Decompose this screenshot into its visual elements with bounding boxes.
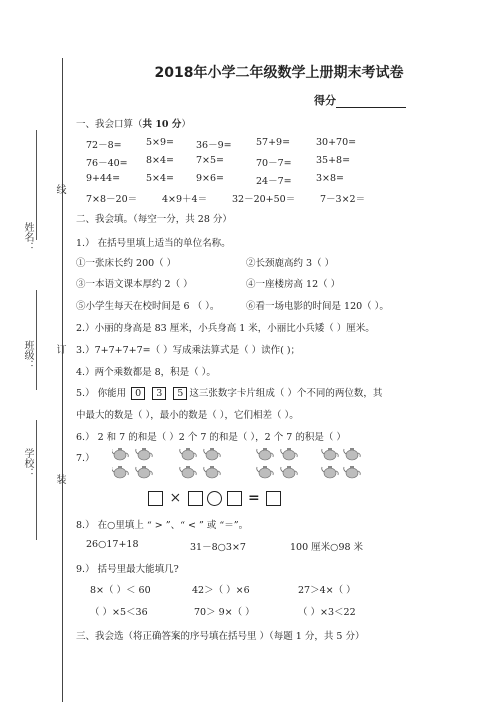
calc-item: 7－3×2＝ <box>320 194 366 205</box>
section3-heading: 三、我会选（将正确答案的序号填在括号里 ）（每题 1 分，共 5 分） <box>76 631 365 642</box>
fill-item: 42＞（ ）×6 <box>192 585 250 596</box>
school-blank-line <box>36 420 37 540</box>
answer-box[interactable] <box>266 491 281 506</box>
digit-card: 5 <box>173 387 187 400</box>
compare-item: 26○17+18 <box>86 539 139 550</box>
exam-title: 2018年小学二年级数学上册期末考试卷 <box>154 65 404 81</box>
question-5: 5.） 你能用 0 3 5 这三张数字卡片组成（ ）个不同的两位数，其 <box>76 388 383 399</box>
question-6: 6.） 2 和 7 的和是（ ）2 个 7 的和是（ ），2 个 7 的积是（ ） <box>76 432 346 443</box>
digit-card: 3 <box>152 387 166 400</box>
calc-item: 32－20+50＝ <box>232 194 296 205</box>
calc-item: 24－7= <box>256 176 292 187</box>
calc-item: 7×8－20＝ <box>86 194 138 205</box>
answer-box[interactable] <box>188 491 203 506</box>
q1-item: ⑤小学生每天在校时间是 6 （ ）。 <box>76 301 220 312</box>
calc-item: 70－7= <box>256 158 292 169</box>
score-blank[interactable] <box>336 97 406 108</box>
calc-item: 57+9= <box>256 137 291 148</box>
question-5-cont: 中最大的数是（ ），最小的数是（ ），它们相差（ ）。 <box>76 410 299 421</box>
q1-item: ①一张床长约 200（ ） <box>76 258 177 269</box>
calc-item: 3×8= <box>316 173 345 184</box>
binding-mark-order: 订 <box>54 344 65 354</box>
calc-item: 5×9= <box>146 137 175 148</box>
binding-mark-bind: 装 <box>54 474 65 484</box>
fill-item: 70＞ 9×（ ） <box>194 607 255 618</box>
answer-box[interactable] <box>148 491 163 506</box>
binding-mark-line: 线 <box>54 184 65 194</box>
question-3: 3.）7+7+7+7=（ ）写成乘法算式是（ ）读作( )； <box>76 345 301 356</box>
question-1: 1.） 在括号里填上适当的单位名称。 <box>76 238 231 249</box>
q1-item: ③一本语文课本厚约 2（ ） <box>76 279 193 290</box>
teapot-icon <box>112 446 362 482</box>
q1-item: ②长颈鹿高约 3（ ） <box>246 258 335 269</box>
calc-item: 76－40= <box>86 158 128 169</box>
q1-item: ⑥看一场电影的时间是 120（ ）。 <box>246 301 389 312</box>
question-9: 9.） 括号里最大能填几? <box>76 564 179 575</box>
fill-item: 8×（ ）＜ 60 <box>90 585 151 596</box>
class-blank-line <box>36 290 37 390</box>
score-field <box>314 92 406 108</box>
score-label: 得分 <box>314 94 336 107</box>
calc-item: 9×6= <box>196 173 225 184</box>
digit-card: 0 <box>131 387 145 400</box>
q1-item: ④一座楼房高 12（ ） <box>246 279 341 290</box>
calc-item: 35+8= <box>316 155 351 166</box>
calc-item: 36－9= <box>196 140 232 151</box>
section2-heading: 二、我会填。（每空一分，共 28 分） <box>76 214 232 225</box>
question-8: 8.） 在○里填上 “ > ”、“ < ” 或 “＝”。 <box>76 520 249 531</box>
fill-item: 27＞4×（ ） <box>298 585 356 596</box>
answer-box[interactable] <box>227 491 242 506</box>
class-label: 班级： <box>22 340 33 370</box>
fill-item: （ ）×5＜36 <box>90 607 148 618</box>
binding-line <box>62 58 63 702</box>
calc-item: 7×5= <box>196 155 225 166</box>
calc-item: 72－8= <box>86 140 122 151</box>
fill-item: （ ）×3＜22 <box>298 607 356 618</box>
question-2: 2.）小丽的身高是 83 厘米，小兵身高 1 米，小丽比小兵矮（ ）厘米。 <box>76 323 375 334</box>
name-label: 姓名： <box>22 222 33 252</box>
calc-item: 9+44= <box>86 173 121 184</box>
answer-circle[interactable] <box>207 491 222 506</box>
q7-equation: × = <box>148 490 281 506</box>
section1-heading: 一、我会口算（共 10 分） <box>76 119 191 130</box>
question-7: 7.） <box>76 453 95 464</box>
school-label: 学校： <box>22 448 33 478</box>
question-4: 4.）两个乘数都是 8，积是（ ）。 <box>76 367 216 378</box>
calc-item: 5×4= <box>146 173 175 184</box>
compare-item: 100 厘米○98 米 <box>290 542 364 553</box>
name-blank-line <box>36 130 37 240</box>
calc-item: 30+70= <box>316 137 357 148</box>
compare-item: 31－8○3×7 <box>190 542 246 553</box>
calc-item: 4×9＋4＝ <box>162 194 208 205</box>
calc-item: 8×4= <box>146 155 175 166</box>
